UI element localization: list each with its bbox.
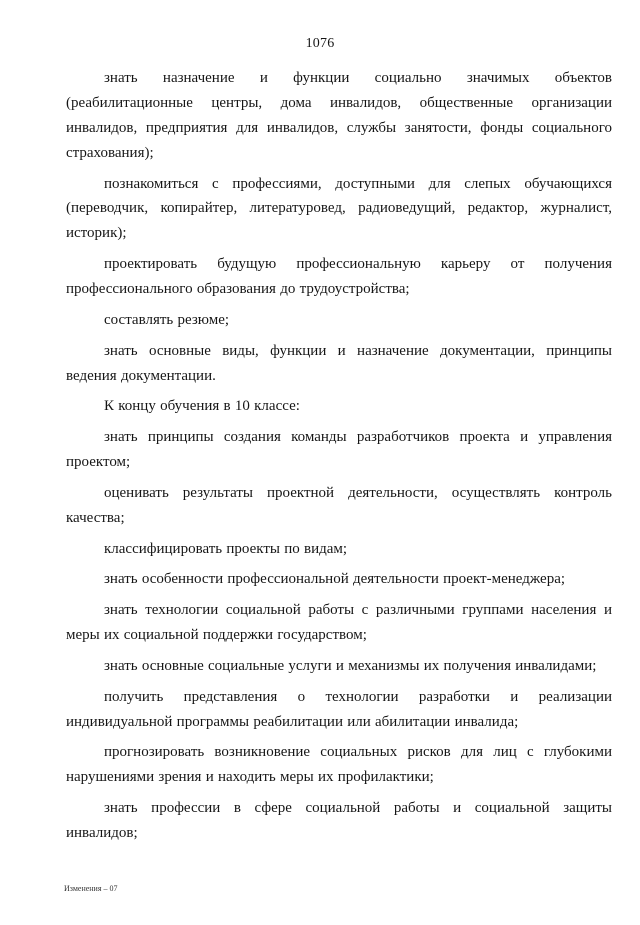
paragraph-resume: составлять резюме;: [104, 311, 230, 328]
paragraph-career-planning: проектировать будущую профессиональную карьеру от получения профессионального образования до трудоустройства;: [66, 256, 612, 298]
page-number: 1076: [305, 36, 335, 51]
paragraph-project-team: знать принципы создания команды разработчиков проекта и управления проектом;: [66, 429, 612, 471]
paragraph-professions-blind: познакомиться с профессиями, доступными для слепых обучающихся (переводчик, копирайтер, литературовед, радиоведущий, редактор, журналист, историк);: [66, 175, 612, 242]
paragraph-evaluate-results: оценивать результаты проектной деятельности, осуществлять контроль качества;: [66, 484, 612, 526]
paragraph-social-work-tech: знать технологии социальной работы с различными группами населения и меры их социальной поддержки государством;: [66, 602, 612, 644]
paragraph-documentation: знать основные виды, функции и назначение документации, принципы ведения документации.: [66, 342, 612, 384]
paragraph-classify-projects: классифицировать проекты по видам;: [104, 540, 348, 557]
paragraph-social-professions: знать профессии в сфере социальной работы и социальной защиты инвалидов;: [66, 800, 612, 841]
paragraph-project-manager: знать особенности профессиональной деятельности проект-менеджера;: [104, 571, 566, 588]
paragraph-social-risks: прогнозировать возникновение социальных рисков для лиц с глубокими нарушениями зрения и находить меры их профилактики;: [66, 744, 612, 786]
paragraph-rehabilitation-program: получить представления о технологии разработки и реализации индивидуальной программы реабилитации или абилитации инвалида;: [66, 688, 612, 730]
paragraph-social-services: знать основные социальные услуги и механизмы их получения инвалидами;: [104, 657, 597, 674]
paragraph-grade-10-heading: К концу обучения в 10 классе:: [104, 398, 300, 415]
document-body: [66, 66, 612, 852]
footer-revision-note: Изменения – 07: [64, 884, 118, 893]
paragraph-social-objects: знать назначение и функции социально значимых объектов (реабилитационные центры, дома инвалидов, общественные организации инвалидов, предприятия для инвалидов, службы занятости, фонды социального страхования);: [66, 70, 612, 161]
